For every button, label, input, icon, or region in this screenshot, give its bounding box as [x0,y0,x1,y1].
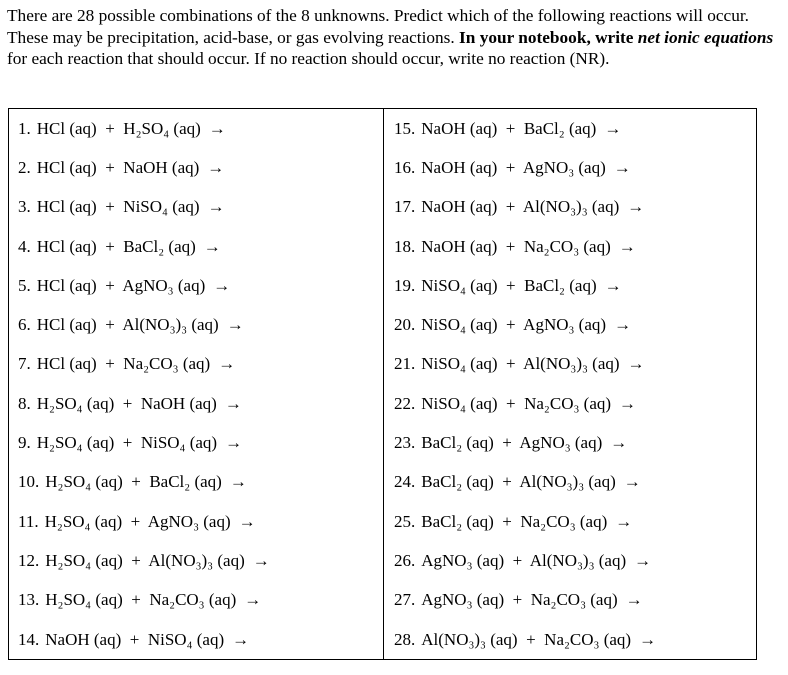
reaction-number: 24. [394,472,416,492]
reaction-equation: H₂SO₄ (aq) + Na₂CO₃ (aq) [45,590,237,610]
reaction-number: 13. [18,590,40,610]
reaction-equation: NiSO₄ (aq) + AgNO₃ (aq) [421,315,607,335]
reaction-number: 10. [18,472,40,492]
reactions-table [8,108,757,660]
reaction-arrow-icon: → [226,315,244,335]
reaction-arrow-icon: → [610,433,628,453]
reaction-arrow-icon: → [613,157,631,177]
reaction-number: 26. [394,550,416,570]
reaction-row [9,148,383,187]
reaction-arrow-icon: → [618,236,636,256]
reaction-row [9,463,383,502]
instructions-bold-italic-text: net ionic equations [637,27,774,47]
reaction-equation: Al(NO₃)₃ (aq) + Na₂CO₃ (aq) [421,629,632,649]
reaction-arrow-icon: → [207,157,225,177]
reaction-arrow-icon: → [614,315,632,335]
reaction-number: 20. [394,315,416,335]
reaction-number: 25. [394,511,416,531]
reaction-number: 4. [18,236,31,256]
reaction-number: 6. [18,315,31,335]
reaction-number: 21. [394,354,416,374]
reaction-number: 15. [394,118,416,138]
reaction-row [384,305,756,344]
reaction-row [384,541,756,580]
reaction-arrow-icon: → [623,472,641,492]
reaction-row [9,581,383,620]
reaction-arrow-icon: → [232,629,250,649]
reaction-number: 11. [18,511,39,531]
reaction-row [9,305,383,344]
reaction-number: 19. [394,275,416,295]
reaction-row [9,384,383,423]
reaction-row [384,148,756,187]
reaction-arrow-icon: → [627,197,645,217]
reaction-equation: H₂SO₄ (aq) + BaCl₂ (aq) [45,472,222,492]
reaction-number: 14. [18,629,40,649]
reaction-row [384,384,756,423]
reaction-arrow-icon: → [229,472,247,492]
reaction-number: 17. [394,197,416,217]
reaction-equation: NaOH (aq) + BaCl₂ (aq) [421,118,597,138]
reaction-row [9,541,383,580]
reaction-row [384,423,756,462]
reaction-row [9,423,383,462]
reaction-row [384,345,756,384]
instructions-text-end: for each reaction that should occur. If no reaction should occur, write no reaction (NR). [7,49,610,68]
reaction-arrow-icon: → [627,354,645,374]
reactions-column-right [384,109,756,659]
reaction-equation: NiSO₄ (aq) + BaCl₂ (aq) [421,275,597,295]
reaction-equation: HCl (aq) + Al(NO₃)₃ (aq) [36,315,219,335]
reaction-row [9,188,383,227]
reaction-equation: H₂SO₄ (aq) + NaOH (aq) [36,393,217,413]
reaction-row [384,502,756,541]
reaction-row [9,502,383,541]
reaction-row [9,109,383,148]
reaction-arrow-icon: → [639,629,657,649]
reaction-arrow-icon: → [244,590,262,610]
reaction-row [384,266,756,305]
instructions-bold-text: In your notebook, write [459,27,638,47]
reaction-row [9,620,383,659]
reaction-equation: BaCl₂ (aq) + Na₂CO₃ (aq) [421,511,608,531]
reaction-arrow-icon: → [604,118,622,138]
reaction-number: 8. [18,393,31,413]
reaction-row [384,109,756,148]
reaction-arrow-icon: → [225,433,243,453]
reaction-number: 1. [18,118,31,138]
reaction-arrow-icon: → [207,197,225,217]
reaction-number: 27. [394,590,416,610]
reaction-equation: NaOH (aq) + AgNO₃ (aq) [421,157,606,177]
reaction-number: 22. [394,393,416,413]
reaction-row [9,345,383,384]
reaction-row [9,227,383,266]
reaction-number: 7. [18,354,31,374]
reaction-equation: HCl (aq) + H₂SO₄ (aq) [36,118,201,138]
reaction-number: 16. [394,157,416,177]
reaction-row [384,188,756,227]
reaction-row [9,266,383,305]
instructions-text: There are 28 possible combinations of the 8 unknowns. Predict which of the following reactions will occur. These may be precipitation, acid-base, or gas evolving reactions. [7,6,749,47]
reaction-equation: AgNO₃ (aq) + Na₂CO₃ (aq) [421,590,618,610]
reaction-equation: HCl (aq) + NiSO₄ (aq) [36,197,200,217]
reaction-equation: HCl (aq) + Na₂CO₃ (aq) [36,354,211,374]
reaction-number: 5. [18,275,31,295]
reaction-equation: NiSO₄ (aq) + Al(NO₃)₃ (aq) [421,354,620,374]
reaction-equation: NiSO₄ (aq) + Na₂CO₃ (aq) [421,393,612,413]
reaction-arrow-icon: → [252,550,270,570]
reaction-arrow-icon: → [625,590,643,610]
reaction-arrow-icon: → [218,354,236,374]
reaction-equation: H₂SO₄ (aq) + Al(NO₃)₃ (aq) [45,550,245,570]
reaction-equation: H₂SO₄ (aq) + AgNO₃ (aq) [44,511,231,531]
reaction-arrow-icon: → [615,511,633,531]
reaction-equation: NaOH (aq) + NiSO₄ (aq) [45,629,225,649]
reaction-equation: HCl (aq) + BaCl₂ (aq) [36,236,196,256]
reaction-row [384,620,756,659]
reaction-row [384,581,756,620]
reaction-number: 2. [18,157,31,177]
reaction-number: 3. [18,197,31,217]
reaction-row [384,463,756,502]
reaction-arrow-icon: → [213,275,231,295]
reaction-arrow-icon: → [203,236,221,256]
reaction-equation: NaOH (aq) + Na₂CO₃ (aq) [421,236,611,256]
reaction-equation: HCl (aq) + NaOH (aq) [36,157,200,177]
reaction-arrow-icon: → [634,550,652,570]
reaction-number: 28. [394,629,416,649]
instructions-paragraph [7,5,777,70]
reaction-arrow-icon: → [604,275,622,295]
reaction-number: 12. [18,550,40,570]
reaction-equation: HCl (aq) + AgNO₃ (aq) [36,275,206,295]
reaction-equation: NaOH (aq) + Al(NO₃)₃ (aq) [421,197,620,217]
reaction-arrow-icon: → [238,511,256,531]
reaction-equation: BaCl₂ (aq) + Al(NO₃)₃ (aq) [421,472,616,492]
reaction-arrow-icon: → [619,393,637,413]
reaction-equation: AgNO₃ (aq) + Al(NO₃)₃ (aq) [421,550,627,570]
reaction-row [384,227,756,266]
reaction-arrow-icon: → [208,118,226,138]
reaction-number: 18. [394,236,416,256]
reaction-number: 9. [18,433,31,453]
reaction-arrow-icon: → [224,393,242,413]
reactions-column-left [9,109,384,659]
reaction-number: 23. [394,433,416,453]
reaction-equation: BaCl₂ (aq) + AgNO₃ (aq) [421,433,603,453]
reaction-equation: H₂SO₄ (aq) + NiSO₄ (aq) [36,433,218,453]
